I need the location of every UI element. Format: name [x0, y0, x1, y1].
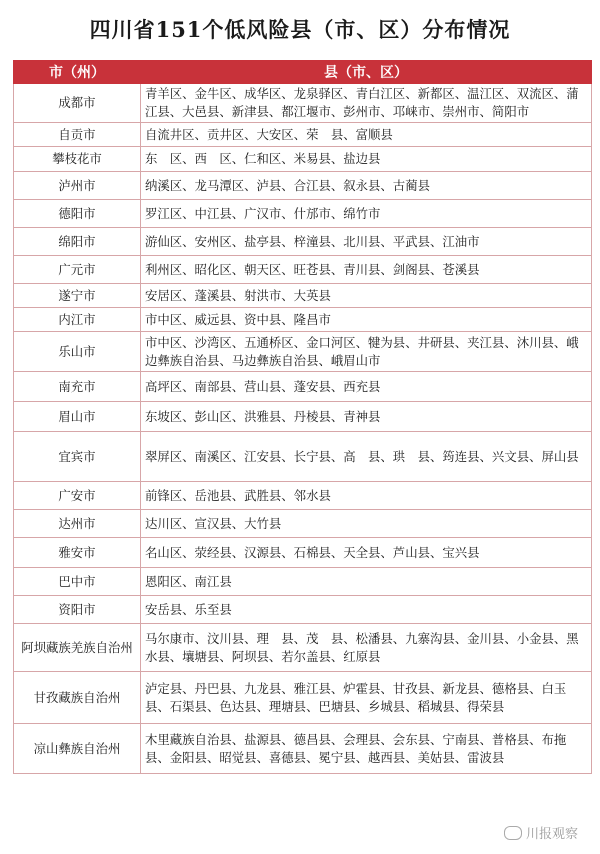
counties-cell: 高坪区、南部县、营山县、蓬安县、西充县: [141, 372, 592, 402]
city-cell: 资阳市: [14, 596, 141, 624]
table-row: [14, 284, 592, 308]
counties-cell: 前锋区、岳池县、武胜县、邻水县: [141, 482, 592, 510]
counties-cell: 马尔康市、汶川县、理 县、茂 县、松潘县、九寨沟县、金川县、小金县、黑水县、壤塘县、阿坝县、若尔盖县、红原县: [141, 624, 592, 672]
counties-cell: 达川区、宣汉县、大竹县: [141, 510, 592, 538]
table-row: [14, 596, 592, 624]
counties-cell: 游仙区、安州区、盐亭县、梓潼县、北川县、平武县、江油市: [141, 228, 592, 256]
counties-cell: 自流井区、贡井区、大安区、荣 县、富顺县: [141, 123, 592, 147]
counties-cell: 罗江区、中江县、广汉市、什邡市、绵竹市: [141, 200, 592, 228]
table-row: [14, 402, 592, 432]
city-cell: 自贡市: [14, 123, 141, 147]
city-cell: 内江市: [14, 308, 141, 332]
counties-cell: 泸定县、丹巴县、九龙县、雅江县、炉霍县、甘孜县、新龙县、德格县、白玉县、石渠县、色达县、理塘县、巴塘县、乡城县、稻城县、得荣县: [141, 672, 592, 724]
city-cell: 攀枝花市: [14, 147, 141, 172]
counties-cell: 东坡区、彭山区、洪雅县、丹棱县、青神县: [141, 402, 592, 432]
city-cell: 眉山市: [14, 402, 141, 432]
table-row: [14, 308, 592, 332]
header-city: 市（州）: [14, 61, 141, 84]
city-cell: 泸州市: [14, 172, 141, 200]
table-row: [14, 172, 592, 200]
table-row: [14, 432, 592, 482]
city-cell: 雅安市: [14, 538, 141, 568]
table-row: [14, 123, 592, 147]
city-cell: 广安市: [14, 482, 141, 510]
table-row: [14, 200, 592, 228]
counties-cell: 市中区、沙湾区、五通桥区、金口河区、犍为县、井研县、夹江县、沐川县、峨边彝族自治县、马边彝族自治县、峨眉山市: [141, 332, 592, 372]
city-cell: 巴中市: [14, 568, 141, 596]
city-cell: 宜宾市: [14, 432, 141, 482]
city-cell: 成都市: [14, 84, 141, 123]
table-row: [14, 724, 592, 774]
table-row: [14, 672, 592, 724]
table-row: [14, 84, 592, 123]
table-row: [14, 568, 592, 596]
counties-cell: 利州区、昭化区、朝天区、旺苍县、青川县、剑阁县、苍溪县: [141, 256, 592, 284]
table-row: [14, 256, 592, 284]
table-row: [14, 624, 592, 672]
city-cell: 遂宁市: [14, 284, 141, 308]
counties-cell: 市中区、威远县、资中县、隆昌市: [141, 308, 592, 332]
city-cell: 乐山市: [14, 332, 141, 372]
table-row: [14, 482, 592, 510]
counties-cell: 纳溪区、龙马潭区、泸县、合江县、叙永县、古蔺县: [141, 172, 592, 200]
watermark-text: 川报观察: [525, 827, 578, 842]
counties-cell: 翠屏区、南溪区、江安县、长宁县、高 县、珙 县、筠连县、兴文县、屏山县: [141, 432, 592, 482]
table-header-row: [14, 61, 592, 84]
page-title: 四川省151个低风险县（市、区）分布情况: [89, 17, 511, 42]
counties-cell: 安岳县、乐至县: [141, 596, 592, 624]
city-cell: 达州市: [14, 510, 141, 538]
table-row: [14, 510, 592, 538]
header-counties: 县（市、区）: [141, 61, 592, 84]
table-row: [14, 147, 592, 172]
city-cell: 绵阳市: [14, 228, 141, 256]
counties-cell: 木里藏族自治县、盐源县、德昌县、会理县、会东县、宁南县、普格县、布拖县、金阳县、昭觉县、喜德县、冕宁县、越西县、美姑县、雷波县: [141, 724, 592, 774]
city-cell: 南充市: [14, 372, 141, 402]
distribution-table-container: [13, 60, 591, 774]
weibo-icon: [504, 826, 522, 840]
counties-cell: 恩阳区、南江县: [141, 568, 592, 596]
counties-cell: 青羊区、金牛区、成华区、龙泉驿区、青白江区、新都区、温江区、双流区、蒲江县、大邑县、新津县、都江堰市、彭州市、邛崃市、崇州市、简阳市: [141, 84, 592, 123]
table-row: [14, 228, 592, 256]
city-cell: 阿坝藏族羌族自治州: [14, 624, 141, 672]
city-cell: 凉山彝族自治州: [14, 724, 141, 774]
counties-cell: 名山区、荥经县、汉源县、石棉县、天全县、芦山县、宝兴县: [141, 538, 592, 568]
table-row: [14, 332, 592, 372]
watermark: [504, 823, 578, 842]
city-cell: 德阳市: [14, 200, 141, 228]
distribution-table: [13, 60, 592, 774]
counties-cell: 东 区、西 区、仁和区、米易县、盐边县: [141, 147, 592, 172]
table-row: [14, 538, 592, 568]
table-row: [14, 372, 592, 402]
city-cell: 广元市: [14, 256, 141, 284]
city-cell: 甘孜藏族自治州: [14, 672, 141, 724]
counties-cell: 安居区、蓬溪县、射洪市、大英县: [141, 284, 592, 308]
